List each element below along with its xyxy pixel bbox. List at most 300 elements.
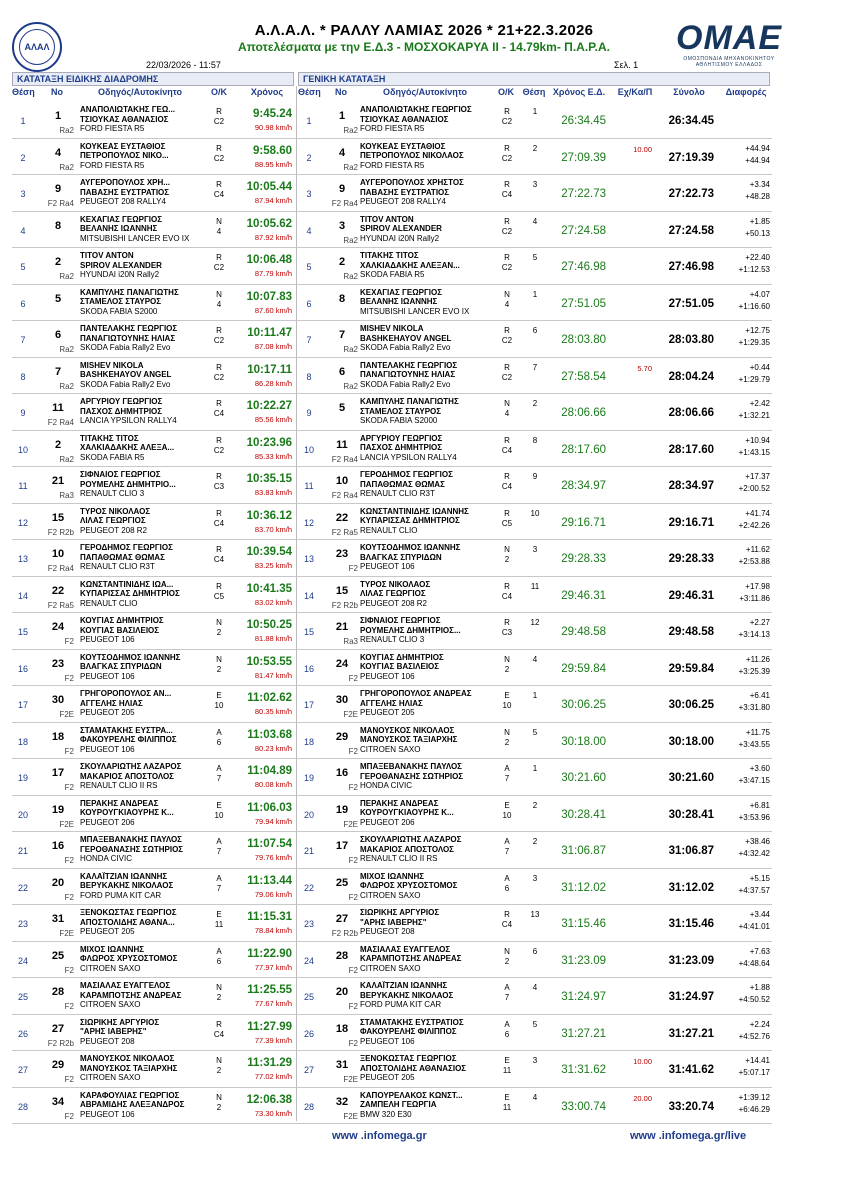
stage-codriver: ΛΙΛΑΣ ΓΕΩΡΓΙΟΣ: [80, 516, 146, 525]
overall-driver: ΣΙΦΝΑΙΟΣ ΓΕΩΡΓΙΟΣ: [360, 616, 441, 625]
overall-driver: ΓΕΡΟΔΗΜΟΣ ΓΕΩΡΓΙΟΣ: [360, 470, 453, 479]
stage-class: Ra2: [59, 454, 74, 464]
overall-diff-leader: +4:52.76: [738, 1031, 770, 1041]
overall-ok-class: C4: [501, 591, 513, 601]
overall-ok-class: C2: [501, 336, 513, 345]
overall-ok-group: R: [504, 326, 510, 335]
stage-ok: [208, 947, 230, 967]
overall-diff: [714, 1055, 770, 1079]
stage-ok-group: R: [216, 143, 222, 153]
overall-ok: [498, 1056, 516, 1076]
col-overall-total: Σύνολο: [673, 87, 705, 97]
overall-ok-class: C2: [501, 153, 513, 163]
overall-stage-time: 27:46.98: [561, 261, 606, 273]
overall-ok-class: C4: [501, 920, 513, 929]
overall-diff-leader: +6:46.29: [738, 1104, 770, 1114]
stage-ok: [208, 253, 230, 273]
stage-crew: [80, 726, 202, 755]
overall-ok-class: 10: [502, 810, 512, 820]
overall-driver: ΚΟΥΚΕΑΣ ΕΥΣΤΑΘΙΟΣ: [360, 141, 446, 151]
stage-speed: 80.35 km/h: [254, 707, 292, 716]
stage-ok-group: N: [216, 654, 222, 664]
table-header: [12, 86, 772, 100]
stage-car: PEUGEOT 208 R2: [80, 525, 147, 535]
overall-diff-prev: +1:39.12: [738, 1092, 770, 1102]
stage-class: F2: [64, 783, 74, 792]
overall-car: FORD PUMA KIT CAR: [360, 1000, 442, 1009]
overall-car: PEUGEOT 106: [360, 1036, 415, 1046]
stage-ok-class: 7: [216, 883, 222, 893]
overall-total: 27:22.73: [668, 188, 714, 200]
stage-ok: [208, 910, 230, 930]
overall-diff-prev: +5.15: [749, 873, 770, 883]
stage-ok: [208, 764, 230, 784]
overall-ok-group: E: [504, 800, 510, 810]
stage-ok-class: C4: [213, 555, 225, 564]
overall-diff-prev: +11.26: [745, 654, 770, 664]
stage-ok-class: 7: [216, 774, 222, 783]
overall-no: 10: [335, 475, 349, 487]
table-row: [12, 577, 772, 614]
table-row: [12, 1015, 772, 1052]
overall-driver: ΚΟΥΤΣΟΔΗΜΟΣ ΙΩΑΝΝΗΣ: [360, 543, 461, 552]
stage-speed: 87.60 km/h: [254, 305, 292, 315]
table-row: [12, 796, 772, 833]
stage-pos: 10: [17, 444, 28, 455]
stage-no: 11: [52, 402, 64, 414]
overall-driver: ΚΕΧΑΓΙΑΣ ΓΕΩΡΓΙΟΣ: [360, 287, 443, 297]
overall-diff-leader: +1:29.79: [738, 374, 770, 384]
stage-time: 10:35.15: [246, 473, 292, 485]
stage-no: 10: [51, 548, 65, 560]
overall-ok-class: 4: [504, 299, 510, 309]
overall-diff: [714, 362, 770, 386]
table-row: [12, 942, 772, 979]
overall-pos: 10: [303, 444, 314, 455]
stage-codriver: ΚΟΥΡΟΥΓΚΙΑΟΥΡΗΣ Κ...: [80, 808, 174, 817]
stage-car: PEUGEOT 106: [80, 744, 135, 754]
overall-ok-class: 11: [502, 1066, 512, 1075]
overall-crew: [360, 835, 492, 864]
stage-class: Ra2: [59, 381, 74, 391]
stage-time: 11:07.54: [247, 838, 292, 850]
stage-crew: [80, 105, 202, 134]
stage-time: 10:05.62: [246, 217, 292, 230]
overall-crew: [360, 762, 492, 791]
stage-ok: [208, 618, 230, 638]
overall-diff-leader: +3:11.86: [739, 593, 770, 603]
stage-pos: 1: [20, 116, 26, 126]
overall-stage-time: 30:18.00: [561, 735, 606, 748]
overall-ok-group: R: [504, 472, 510, 481]
overall-diff-prev: +11.62: [745, 545, 770, 554]
overall-ok: [498, 728, 516, 748]
overall-ok: [498, 290, 516, 310]
overall-ok-class: 2: [504, 956, 510, 966]
overall-diff-prev: +3.44: [749, 910, 770, 919]
stage-no: 9: [54, 183, 62, 195]
stage-pos: 16: [17, 663, 28, 674]
overall-diff-prev: +38.46: [745, 837, 770, 846]
stage-pos: 3: [20, 189, 26, 199]
overall-codriver: ΛΙΛΑΣ ΓΕΩΡΓΙΟΣ: [360, 589, 426, 598]
stage-pos: 28: [17, 1101, 28, 1112]
overall-ok-class: C2: [501, 226, 513, 236]
stage-car: RENAULT CLIO II RS: [80, 781, 158, 790]
stage-car: FORD PUMA KIT CAR: [80, 890, 162, 900]
stage-time: 12:06.38: [246, 1093, 292, 1106]
table-row: [12, 431, 772, 468]
overall-no: 1: [338, 110, 346, 122]
table-row: [12, 1051, 772, 1088]
overall-car: PEUGEOT 208 RALLY4: [360, 197, 446, 206]
overall-ok-class: C2: [501, 263, 513, 272]
stage-crew: [80, 1091, 202, 1120]
stage-no: 15: [51, 511, 65, 524]
overall-codriver: ΚΥΠΑΡΙΣΣΑΣ ΔΗΜΗΤΡΙΟΣ: [360, 516, 460, 525]
stage-section-title: ΚΑΤΑΤΑΞΗ ΕΙΔΙΚΗΣ ΔΙΑΔΡΟΜΗΣ: [12, 72, 294, 86]
overall-no: 25: [335, 876, 349, 889]
col-overall-class-pos: Θέση: [522, 87, 546, 97]
stage-no: 30: [51, 694, 65, 706]
overall-stage-time: 31:27.21: [561, 1027, 606, 1040]
stage-time: 11:25.55: [247, 984, 292, 996]
stage-crew: [80, 653, 202, 682]
overall-car: PEUGEOT 208: [360, 927, 415, 936]
page-title: Α.Λ.Α.Λ. * ΡΑΛΛΥ ΛΑΜΙΑΣ 2026 * 21+22.3.2026: [254, 22, 594, 39]
overall-ok-group: R: [504, 581, 510, 591]
stage-ok: [208, 1020, 230, 1040]
stage-driver: ΞΕΝΟΚΩΣΤΑΣ ΓΕΩΡΓΙΟΣ: [80, 908, 177, 917]
table-row: [12, 467, 772, 504]
overall-crew: [360, 945, 492, 974]
stage-ok-group: N: [216, 216, 222, 226]
overall-stage-time: 27:51.05: [561, 297, 606, 310]
overall-class: F2: [348, 564, 358, 573]
stage-ok: [208, 107, 230, 127]
overall-pos: 15: [303, 627, 314, 637]
overall-diff-leader: +4:32.42: [738, 849, 770, 858]
overall-ok: [498, 472, 516, 492]
overall-total: 29:59.84: [668, 662, 714, 675]
overall-ok: [498, 107, 516, 127]
overall-class-pos: 12: [530, 618, 540, 627]
stage-ok-group: N: [216, 1056, 222, 1065]
overall-no: 31: [335, 1059, 349, 1071]
stage-car: CITROEN SAXO: [80, 1000, 141, 1009]
overall-stage-time: 29:48.58: [561, 626, 606, 638]
stage-speed: 81.88 km/h: [254, 634, 292, 643]
overall-total: 33:20.74: [668, 1100, 714, 1113]
overall-ok-class: C2: [501, 372, 513, 382]
overall-total: 27:51.05: [668, 297, 714, 310]
overall-class: F2 R2b: [331, 929, 358, 938]
overall-class-pos: 1: [532, 764, 538, 773]
overall-driver: ΜΠΑΞΕΒΑΝΑΚΗΣ ΠΑΥΛΟΣ: [360, 762, 462, 771]
stage-no: 34: [51, 1095, 65, 1108]
stage-ok-class: 2: [216, 1102, 222, 1112]
stage-pos: 12: [17, 517, 28, 528]
stage-time: 10:23.96: [246, 436, 292, 449]
overall-no: 30: [335, 694, 349, 706]
overall-diff: [714, 982, 770, 1006]
stage-no: 17: [51, 767, 65, 779]
stage-pos: 21: [17, 846, 28, 856]
overall-stage-time: 28:06.66: [561, 407, 606, 419]
overall-pos: 23: [303, 919, 314, 929]
overall-diff-leader: +3:14.13: [738, 630, 770, 639]
overall-crew: [360, 981, 492, 1010]
stage-speed: 83.02 km/h: [254, 597, 292, 607]
overall-stage-time: 31:24.97: [561, 991, 606, 1003]
overall-class-pos: 3: [532, 1056, 538, 1065]
overall-ok-group: R: [504, 107, 510, 116]
overall-pos: 17: [303, 700, 314, 710]
overall-class-pos: 1: [532, 289, 538, 299]
overall-crew: [360, 105, 492, 134]
stage-class: F2 Ra4: [47, 418, 74, 427]
table-row: [12, 759, 772, 796]
overall-ok-class: 2: [504, 664, 510, 674]
overall-driver: ΣΙΩΡΙΚΗΣ ΑΡΓΥΡΙΟΣ: [360, 908, 440, 917]
overall-class: Ra2: [343, 126, 358, 135]
overall-total: 31:12.02: [668, 881, 714, 894]
table-row: [12, 1088, 772, 1125]
overall-codriver: ΒΕΛΑΝΗΣ ΙΩΑΝΝΗΣ: [360, 297, 438, 306]
overall-no: 24: [335, 657, 349, 670]
overall-class-pos: 11: [530, 581, 540, 591]
overall-codriver: ΒΛΑΓΚΑΣ ΣΠΥΡΙΔΩΝ: [360, 552, 442, 562]
stage-car: PEUGEOT 106: [80, 635, 135, 644]
overall-total: 29:16.71: [668, 516, 714, 529]
overall-ok: [498, 217, 516, 237]
stage-driver: ΣΙΦΝΑΙΟΣ ΓΕΩΡΓΙΟΣ: [80, 470, 161, 479]
footer-link-right[interactable]: www .infomega.gr/live: [630, 1130, 747, 1142]
overall-diff-leader: +1:16.60: [738, 301, 770, 311]
overall-diff: [714, 690, 770, 714]
overall-ok-group: N: [504, 654, 510, 664]
overall-diff-prev: +2.24: [749, 1019, 770, 1029]
stage-time: 11:02.62: [247, 692, 292, 704]
stage-class: F2E: [59, 929, 74, 938]
table-row: [12, 905, 772, 942]
stage-pos: 8: [20, 371, 26, 382]
overall-penalty: 10.00: [633, 144, 652, 154]
overall-diff-leader: +4:37.57: [738, 885, 770, 895]
overall-ok: [498, 326, 516, 346]
stage-pos: 26: [17, 1028, 28, 1039]
stage-ok: [208, 545, 230, 565]
stage-ok-class: C5: [213, 591, 225, 601]
stage-pos: 13: [17, 554, 28, 564]
overall-diff-leader: +3:31.80: [738, 703, 770, 712]
overall-codriver: ΜΑΚΑΡΙΟΣ ΑΠΟΣΤΟΛΟΣ: [360, 844, 454, 854]
overall-crew: [360, 799, 492, 828]
page-subtitle: Αποτελέσματα με την Ε.Δ.3 - ΜΟΣΧΟΚΑΡΥΑ ΙΙ - 14.79km- Π.Α.Ρ.Α.: [238, 40, 610, 54]
stage-ok-class: C3: [213, 482, 225, 491]
overall-diff-leader: +1:29.35: [738, 338, 770, 347]
overall-ok-class: 11: [502, 1102, 512, 1112]
stage-speed: 79.94 km/h: [254, 816, 292, 826]
stage-ok-group: A: [216, 946, 222, 956]
overall-no: 29: [335, 730, 349, 743]
stage-car: PEUGEOT 106: [80, 671, 135, 681]
overall-total: 31:06.87: [668, 845, 714, 857]
overall-stage-time: 27:24.58: [561, 224, 606, 237]
stage-pos: 20: [17, 809, 28, 820]
overall-crew: [360, 616, 492, 645]
stage-ok: [208, 363, 230, 383]
stage-codriver: ΧΑΛΚΙΑΔΑΚΗΣ ΑΛΕΞΑ...: [80, 443, 175, 452]
stage-speed: 86.28 km/h: [254, 378, 292, 388]
overall-class-pos: 4: [532, 654, 538, 664]
stage-codriver: ΤΣΙΟΥΚΑΣ ΑΘΑΝΑΣΙΟΣ: [80, 114, 169, 124]
overall-stage-time: 30:28.41: [561, 808, 606, 821]
overall-diff-leader: +2:00.52: [738, 484, 770, 493]
stage-driver: ΚΟΥΤΣΟΔΗΜΟΣ ΙΩΑΝΝΗΣ: [80, 652, 181, 662]
stage-time: 10:53.55: [246, 655, 292, 668]
stage-speed: 81.47 km/h: [254, 670, 292, 680]
stage-ok-class: C4: [213, 409, 225, 418]
print-datetime: 22/03/2026 - 11:57: [146, 60, 221, 70]
stage-codriver: ΒΕΛΑΝΗΣ ΙΩΑΝΝΗΣ: [80, 224, 158, 233]
stage-ok-class: 10: [214, 701, 224, 710]
overall-diff-leader: +2:53.88: [738, 557, 770, 566]
overall-ok-group: N: [504, 946, 510, 956]
overall-diff-prev: +12.75: [745, 326, 770, 335]
overall-ok-class: 10: [502, 701, 512, 710]
overall-class: Ra3: [343, 637, 358, 646]
stage-ok-class: 2: [216, 1066, 222, 1075]
overall-codriver: ΣΤΑΜΕΛΟΣ ΣΤΑΥΡΟΣ: [360, 406, 442, 416]
overall-ok-group: N: [504, 545, 510, 554]
stage-ok-class: C4: [213, 190, 225, 199]
overall-total: 28:06.66: [668, 407, 714, 419]
overall-ok-class: C2: [501, 117, 513, 126]
overall-class: F2 Ra4: [331, 454, 358, 464]
overall-ok-class: C4: [501, 445, 513, 455]
overall-driver: ΚΑΛΑΪΤΖΙΑΝ ΙΩΑΝΝΗΣ: [360, 981, 448, 990]
overall-pos: 7: [306, 335, 312, 345]
stage-driver: ΠΕΡΑΚΗΣ ΑΝΔΡΕΑΣ: [80, 798, 159, 808]
overall-diff-leader: +1:12.53: [738, 265, 770, 274]
overall-total: 31:41.62: [668, 1064, 714, 1076]
overall-class-pos: 5: [532, 727, 538, 737]
overall-pos: 12: [303, 517, 314, 528]
overall-class: Ra2: [343, 235, 358, 245]
footer-link-left[interactable]: www .infomega.gr: [332, 1130, 427, 1142]
table-row: [12, 832, 772, 869]
stage-driver: ΓΕΡΟΔΗΜΟΣ ΓΕΩΡΓΙΟΣ: [80, 543, 173, 552]
stage-car: CITROEN SAXO: [80, 963, 141, 973]
stage-driver: ΜΑΣΙΑΛΑΣ ΕΥΑΓΓΕΛΟΣ: [80, 981, 171, 990]
overall-codriver: ΡΟΥΜΕΛΗΣ ΔΗΜΗΤΡΙΟΣ...: [360, 625, 461, 635]
overall-diff-prev: +11.75: [745, 727, 770, 737]
overall-ok: [498, 691, 516, 711]
stage-driver: ΚΩΝΣΤΑΝΤΙΝΙΔΗΣ ΙΩΑ...: [80, 579, 174, 589]
overall-pos: 26: [303, 1028, 314, 1039]
overall-driver: ΚΑΜΠΥΛΗΣ ΠΑΝΑΓΙΩΤΗΣ: [360, 397, 459, 406]
overall-diff-leader: +3:43.55: [738, 739, 770, 749]
overall-ok-group: E: [504, 691, 510, 700]
stage-speed: 87.79 km/h: [254, 269, 292, 278]
stage-crew: [80, 908, 202, 937]
stage-ok-group: R: [216, 253, 222, 262]
stage-pos: 25: [17, 992, 28, 1002]
col-stage-no: Νο: [51, 87, 63, 97]
stage-ok-group: N: [216, 289, 222, 299]
stage-codriver: ΒΕΡΥΚΑΚΗΣ ΝΙΚΟΛΑΟΣ: [80, 881, 174, 890]
overall-ok: [498, 1093, 516, 1113]
overall-crew: [360, 324, 492, 353]
overall-codriver: BASHKEHAYOV ANGEL: [360, 333, 452, 343]
table-row: [12, 175, 772, 212]
table-row: [12, 358, 772, 395]
overall-crew: [360, 1018, 492, 1047]
overall-diff-prev: +44.94: [745, 143, 770, 153]
overall-codriver: ΓΕΡΟΘΑΝΑΣΗΣ ΣΩΤΗΡΙΟΣ: [360, 771, 464, 781]
table-row: [12, 650, 772, 687]
overall-penalty: 5.70: [637, 363, 652, 373]
stage-codriver: ΦΛΩΡΟΣ ΧΡΥΣΟΣΤΟΜΟΣ: [80, 954, 178, 963]
stage-ok-class: 4: [216, 299, 222, 309]
overall-car: HYUNDAI i20N Rally2: [360, 233, 440, 243]
overall-total: 30:06.25: [668, 699, 714, 711]
overall-stage-time: 27:22.73: [561, 188, 606, 200]
overall-stage-time: 30:21.60: [561, 772, 606, 784]
stage-no: 5: [54, 292, 62, 305]
overall-stage-time: 31:23.09: [561, 954, 606, 967]
stage-speed: 90.98 km/h: [254, 123, 292, 132]
overall-class: F2: [348, 746, 358, 756]
overall-stage-time: 29:28.33: [561, 553, 606, 565]
overall-car: RENAULT CLIO II RS: [360, 854, 438, 863]
overall-car: SKODA Fabia Rally2 Evo: [360, 379, 451, 389]
stage-ok: [208, 691, 230, 711]
overall-no: 17: [335, 840, 349, 852]
overall-diff: [714, 909, 770, 933]
stage-speed: 83.83 km/h: [254, 488, 292, 497]
overall-pos: 18: [303, 736, 314, 747]
overall-class-pos: 2: [532, 800, 538, 810]
overall-diff-leader: +4:48.64: [738, 958, 770, 968]
overall-class-pos: 1: [532, 107, 538, 116]
overall-ok-group: N: [504, 289, 510, 299]
stage-codriver: ΑΒΡΑΜΙΔΗΣ ΑΛΕΞΑΝΔΡΟΣ: [80, 1100, 185, 1109]
overall-driver: ΜΑΣΙΑΛΑΣ ΕΥΑΓΓΕΛΟΣ: [360, 944, 451, 954]
overall-pos: 24: [303, 955, 314, 966]
col-overall-pos: Θέση: [298, 87, 321, 97]
overall-codriver: ΚΟΥΓΙΑΣ ΒΑΣΙΛΕΙΟΣ: [360, 662, 440, 671]
overall-total: 30:18.00: [668, 735, 714, 748]
stage-speed: 78.84 km/h: [254, 926, 292, 935]
overall-car: PEUGEOT 206: [360, 817, 415, 827]
overall-no: 27: [335, 913, 349, 925]
stage-ok-class: 6: [216, 956, 222, 966]
overall-codriver: ΠΕΤΡΟΠΟΥΛΟΣ ΝΙΚΟΛΑΟΣ: [360, 151, 464, 160]
overall-diff-leader: +3:47.15: [738, 776, 770, 785]
overall-codriver: SPIROV ALEXANDER: [360, 224, 442, 233]
table-row: [12, 723, 772, 760]
overall-stage-time: 28:17.60: [561, 443, 606, 456]
stage-speed: 85.33 km/h: [254, 451, 292, 461]
overall-no: 2: [338, 256, 346, 268]
stage-ok-group: R: [216, 508, 222, 518]
overall-total: 27:46.98: [668, 261, 714, 273]
stage-driver: ΚΟΥΚΕΑΣ ΕΥΣΤΑΘΙΟΣ: [80, 141, 166, 151]
stage-crew: [80, 361, 202, 390]
overall-pos: 16: [303, 663, 314, 674]
